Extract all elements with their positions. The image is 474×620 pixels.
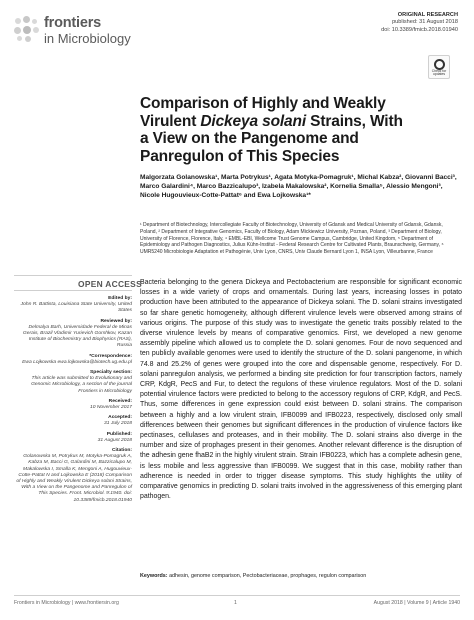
title-line: Comparison of Highly and Weakly <box>140 95 386 112</box>
published-heading: Published: <box>106 431 132 437</box>
reviewed-by-heading: Reviewed by: <box>100 318 132 324</box>
keywords <box>140 573 462 579</box>
keywords-label: Keywords: <box>140 573 168 579</box>
citation-heading: Citation: <box>111 448 132 454</box>
published-date: published: 31 August 2018 <box>392 19 458 26</box>
received-heading: Received: <box>108 398 132 404</box>
page-number: 1 <box>234 600 237 606</box>
journal-name: in Microbiology <box>44 31 131 46</box>
published-date: 31 August 2018 <box>97 437 132 443</box>
edited-by: John R. Battista, Louisiana State University, United States <box>20 302 132 314</box>
author-list: Malgorzata Golanowska¹, Marta Potrykus¹, Agata Motyka-Pomagruk¹, Michal Kabza², Giovanni Bacci³, Marco Galardini⁴, Marco Bazzicalupo³, Izabela Makalowska², Kornelia Smalla⁵, Alessio Mengoni³, Nicole Hugouvieux-Cotte-Pattat⁶ and Ewa Lojkowska¹* <box>140 174 457 200</box>
footer-journal-link[interactable]: Frontiers in Microbiology | www.frontiersin.org <box>14 600 119 606</box>
logo-wordmark: frontiers <box>44 15 102 31</box>
affiliations: ¹ Department of Biotechnology, Intercollegiate Faculty of Biotechnology, University of Gdansk and Medical University of Gdansk, Gdansk, Poland, ² Department of Integrative Genomics, Faculty of Biology, Adam Mickiewicz University, Poznan, Poland, ³ Department of Biology, University of Florence, Florence, Italy, ⁴ EMBL-EBI, Wellcome Trust Genome Campus, Cambridge, United Kingdom, ⁵ Department of Epidemiology and Pathogen Diagnostics, Julius Kühn-Institut - Federal Research Centre for Cultivated Plants, Braunschweig, Germany, ⁶ UMR5240 Microbiologie Adaptation et Pathogénie, Univ Lyon, CNRS, Univ Claude Bernard Lyon 1, INSA Lyon, Villeurbanne, France <box>140 222 444 256</box>
doi-link[interactable]: doi: 10.3389/fmicb.2018.01940 <box>381 26 458 33</box>
article-info-sidebar <box>14 296 132 504</box>
specialty-section: This article was submitted to Evolutionary and Genomic Microbiology, a section of the journal Frontiers in Microbiology <box>31 376 132 394</box>
divider <box>14 275 132 276</box>
keywords-text: adhesin, genome comparison, Pectobacteriaceae, prophages, regulon comparison <box>169 573 367 579</box>
frontiers-dots-icon <box>14 16 40 42</box>
title-line: a View on the Pangenome and <box>140 130 359 147</box>
correspondence[interactable]: Ewa Lojkowska ewa.lojkowska@biotech.ug.edu.pl <box>22 359 132 365</box>
accepted-heading: Accepted: <box>108 415 132 421</box>
article-meta <box>381 12 458 34</box>
title-line: Panregulon of This Species <box>140 147 340 165</box>
article-title <box>140 95 460 165</box>
accepted-date: 31 July 2018 <box>103 421 132 427</box>
abstract: Bacteria belonging to the genera Dickeya and Pectobacterium are responsible for significant economic losses in a wide variety of crops and ornamentals. During last years, increasing losses in potato production have been attributed to the appearance of Dickeya solani. The D. solani strains investigated so far share genetic homogeneity, although different virulence levels were observed among strains of various origins. The purpose of this study was to investigate the genetic traits possibly related to the diverse virulence levels by means of comparative genomics. First, we developed a new genome assembly pipeline which allowed us to complete the D. solani genomes. Four de novo sequenced and ten publicly available genomes were used to identify the structure of the D. solani pangenome, in which 74.8 and 25.2% of genes were grouped into the core and dispensable genome, respectively. For D. solani panregulon analysis, we performed a binding site prediction for four transcription factors, namely CRP, KdgR, PecS and Fur, to detect the regulons of these virulence regulators. Most of the D. solani potential virulence factors were predicted to belong to the accessory regulons of CRP, KdgR, and PecS. Thus, some differences in gene expression could exist between D. solani strains. The comparison between a highly and a low virulent strain, IFB0099 and IFB0223, respectively, disclosed only small differences between their genomes but significant differences in the production of virulence factors like pectinases, cellulases and proteases, and in their mobility. The D. solani strains also diverge in the number and size of prophages present in their genomes. Another relevant difference is the disruption of the adhesin gene fhaB2 in the highly virulent strain. Strain IFB0223, which has a complete adhesin gene, is less mobile and less aggressive than IFB0099. We suggest that in this case, mobility rather than adherence is needed in order to trigger disease symptoms. This study highlights the utility of comparative genomics in predicting D. solani traits involved in the aggressiveness of this emerging plant pathogen. <box>140 279 462 501</box>
open-access-label: OPEN ACCESS <box>78 279 142 289</box>
specialty-heading: Specialty section: <box>90 370 132 376</box>
received-date: 10 November 2017 <box>90 405 132 411</box>
divider <box>14 290 132 291</box>
footer-issue: August 2018 | Volume 9 | Article 1940 <box>373 600 460 606</box>
title-line: Virulent Dickeya solani Strains, With <box>140 112 403 130</box>
citation: Golanowska M, Potrykus M, Motyka-Pomagruk A, Kabza M, Bacci G, Galardini M, Bazzicalupo M, Makalowska I, Smalla K, Mengoni A, Hugouvieux-Cotte-Pattat N and Lojkowska E (2018) Comparison of Highly and Weakly Virulent Dickeya solani Strains, With a View on the Pangenome and Panregulon of This Species. Front. Microbiol. 9:1940. doi: 10.3389/fmicb.2018.01940 <box>16 454 132 503</box>
footer-divider <box>14 595 460 596</box>
frontiers-logo[interactable] <box>14 14 154 50</box>
article-type: ORIGINAL RESEARCH <box>397 12 458 18</box>
check-for-updates-button[interactable] <box>428 55 450 79</box>
edited-by-heading: Edited by: <box>108 296 132 301</box>
check-updates-label: Check for updates <box>431 68 447 77</box>
reviewed-by: Delmalya Barh, Universidade Federal de Minas Gerais, Brazil Vladimir Yurievich Gorshkov, Kazan Institute of Biochemistry and Biophysics (RAS), Russia <box>22 324 132 349</box>
correspondence-heading: *Correspondence: <box>89 353 132 359</box>
